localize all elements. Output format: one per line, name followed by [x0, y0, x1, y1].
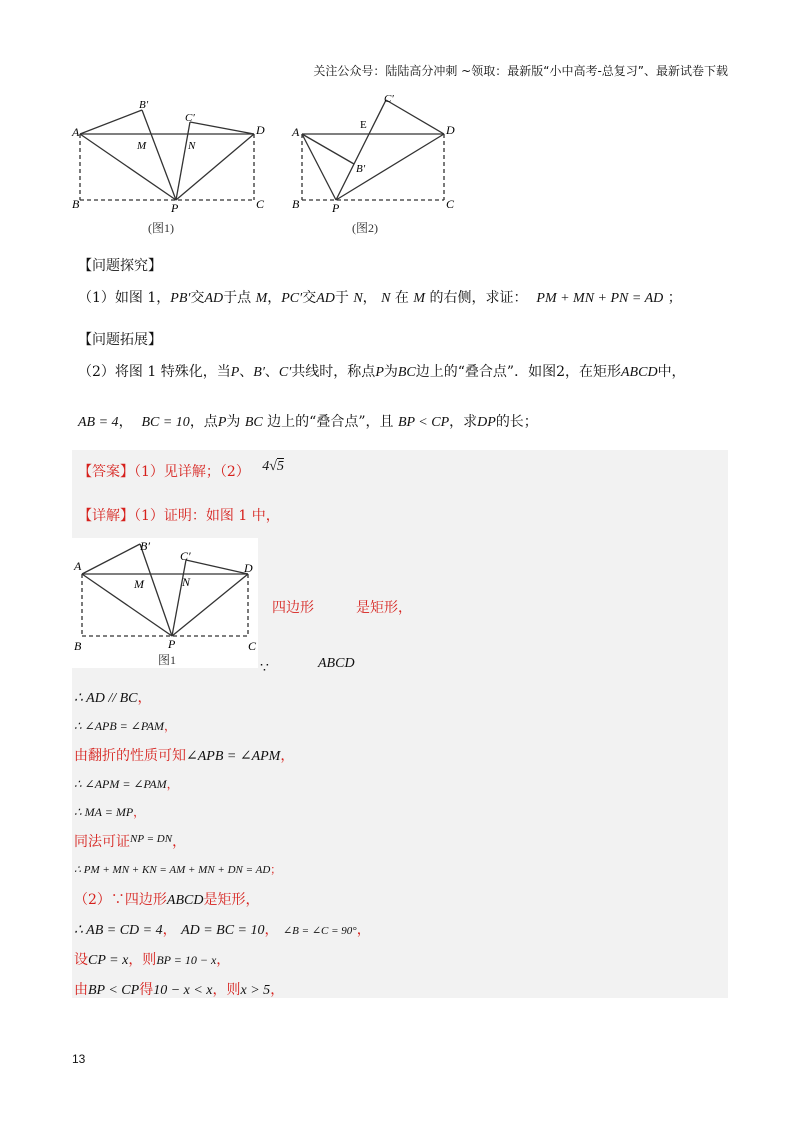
fig1-label-c: C — [256, 197, 265, 211]
q2-text: 共线时，称点 — [291, 364, 376, 380]
fig2-label-b-prime: B′ — [356, 163, 366, 175]
fig2-label-p: P — [332, 201, 340, 215]
step-suffix: ， — [163, 719, 176, 733]
q2-text: ， — [118, 414, 133, 430]
proof-step-7 — [74, 860, 281, 880]
part2-text: 得 — [139, 982, 154, 998]
q1-math: N — [353, 291, 363, 306]
q2-text: 为 — [383, 364, 398, 380]
answer-label: 【答案】 — [78, 464, 134, 480]
part2-math: 10 − x < x — [153, 983, 213, 998]
part2-text: ， — [264, 922, 279, 938]
part2-text: 设 — [74, 952, 88, 968]
part2-text: （2）∵四边形 — [74, 892, 167, 908]
q2-math: P — [217, 415, 227, 430]
q2-math: BP < CP — [397, 415, 450, 430]
q2-text: 为 — [226, 414, 241, 430]
q2-math: B′ — [253, 365, 265, 380]
fig1-label-a: A — [72, 125, 80, 139]
step-math: ∠APB = ∠APM — [186, 749, 281, 764]
proof-step-5 — [74, 802, 145, 822]
q2-text: 、 — [264, 364, 279, 380]
q1-text: 的右侧，求证： — [429, 290, 528, 306]
part2-text: ， — [356, 922, 371, 938]
step-math: ∴ PM + MN + KN = AM + MN + DN = AD — [74, 864, 271, 876]
step-suffix: ， — [166, 777, 179, 791]
q2-math: P — [230, 365, 240, 380]
inline-fig1-label-d: D — [244, 561, 253, 575]
part2-math: BP < CP — [88, 983, 140, 998]
q2-math: BC — [244, 415, 263, 430]
inline-fig1-label-b-prime: B′ — [140, 539, 150, 553]
step-suffix: ， — [280, 748, 295, 764]
figure-2 — [288, 92, 468, 242]
part2-math: BP = 10 − x — [156, 953, 217, 967]
q1-text: ， — [267, 290, 282, 306]
q1-math: PB′ — [170, 291, 191, 306]
q2-text: 中， — [657, 364, 686, 380]
q2-text: ，点 — [189, 414, 218, 430]
q2-math: DP — [477, 415, 496, 430]
q2-math: C′ — [278, 365, 292, 380]
inline-figure-1-container — [72, 538, 258, 668]
proof-step-1 — [74, 688, 152, 709]
part2-line-1 — [74, 890, 259, 911]
proof-step-3 — [74, 746, 294, 767]
abcd-inline: ABCD — [318, 656, 355, 671]
q1-text: 于点 — [223, 290, 252, 306]
part2-line-3 — [74, 950, 230, 971]
part2-math: ABCD — [166, 893, 204, 908]
quad-text-1: 四边形 — [272, 600, 314, 616]
section-explore-title: 【问题探究】 — [78, 258, 162, 274]
step-math: ∴ MA = MP — [74, 805, 134, 819]
q2-math: P — [375, 365, 384, 380]
fig1-caption: (图1) — [148, 221, 174, 235]
q1-text: 交 — [302, 290, 317, 306]
q1-math: M — [413, 291, 426, 306]
part2-line-2 — [74, 920, 371, 941]
question-2-line-1 — [78, 362, 686, 383]
fig1-label-n: N — [188, 140, 196, 152]
q1-math: AD — [204, 291, 224, 306]
fig2-label-a: A — [292, 125, 300, 139]
answer-text: （1）见详解；（2） — [134, 464, 250, 480]
q1-math: M — [255, 291, 268, 306]
q1-text: 交 — [190, 290, 205, 306]
fig1-label-m: M — [137, 140, 147, 152]
q1-math: PC′ — [281, 291, 303, 306]
q2-text: ，求 — [449, 414, 478, 430]
detail-label: 【详解】 — [78, 508, 134, 524]
inline-fig1-label-n: N — [182, 575, 191, 589]
part2-text: ，则 — [128, 952, 157, 968]
q1-text: ， — [362, 290, 377, 306]
part2-text: ， — [162, 922, 177, 938]
step-suffix: ， — [133, 805, 146, 819]
q2-text: 的长； — [495, 414, 538, 430]
part2-text: ，则 — [212, 982, 241, 998]
part2-text: ， — [216, 952, 231, 968]
inline-fig1-label-c-prime: C′ — [180, 549, 191, 563]
answer-value: 4√5 — [262, 459, 284, 474]
q2-math: BC — [397, 365, 416, 380]
part2-line-4 — [74, 980, 284, 1001]
proof-step-2 — [74, 716, 176, 736]
inline-figure-1 — [72, 538, 258, 668]
step-math: NP = DN — [130, 833, 173, 845]
part2-text: 由 — [74, 982, 88, 998]
q1-text: ； — [667, 290, 682, 306]
step-math: ∴ ∠APM = ∠PAM — [74, 777, 167, 791]
part2-math: AD = BC = 10 — [181, 923, 265, 938]
proof-step-4 — [74, 774, 179, 794]
proof-step-6 — [74, 832, 186, 853]
q2-math: AB = 4 — [78, 415, 119, 430]
fig1-label-c-prime: C′ — [185, 112, 195, 124]
answer-line — [78, 459, 284, 483]
step-math: ∴ ∠APB = ∠PAM — [74, 719, 164, 733]
part2-text: 是矩形， — [203, 892, 260, 908]
q2-text: （2）将图 1 特殊化，当 — [78, 364, 231, 380]
question-1 — [78, 288, 682, 309]
fig1-label-b-prime: B′ — [139, 99, 149, 111]
fig2-label-c: C — [446, 197, 455, 211]
step-suffix: ； — [270, 863, 282, 876]
part2-math: ∠B = ∠C = 90° — [282, 925, 357, 937]
inline-fig1-label-b: B — [74, 639, 82, 653]
q1-math: PM + MN + PN = AD — [536, 291, 664, 306]
q1-text: 在 — [394, 290, 409, 306]
fig1-label-b: B — [72, 197, 80, 211]
part2-math: x > 5 — [240, 983, 271, 998]
inline-fig1-label-m: M — [134, 577, 144, 591]
q2-text: 边上的“叠合点”．如图2，在矩形 — [415, 364, 621, 380]
detail-intro — [78, 506, 280, 526]
step-prefix: 由翻折的性质可知 — [74, 748, 186, 764]
q1-math: AD — [316, 291, 335, 306]
part2-text: ， — [270, 982, 285, 998]
answer-coef: 4 — [262, 459, 270, 474]
q1-text: 于 — [334, 290, 349, 306]
figure-1 — [70, 92, 270, 242]
step-math: ∴ AD // BC — [74, 691, 138, 706]
fig2-caption: (图2) — [352, 221, 378, 235]
page-number: 13 — [72, 1052, 86, 1066]
q2-text: 边上的“叠合点”，且 — [267, 414, 394, 430]
fig2-label-d: D — [446, 123, 455, 137]
step-suffix: ， — [137, 690, 152, 706]
section-expand-title: 【问题拓展】 — [78, 332, 162, 348]
fig2-label-b: B — [292, 197, 300, 211]
q1-math: N — [381, 291, 391, 306]
quad-text-2: 是矩形， — [356, 600, 412, 616]
part2-math: ∴ AB = CD = 4 — [74, 923, 163, 938]
q2-text: 、 — [239, 364, 254, 380]
fig1-label-p: P — [171, 201, 179, 215]
question-2-line-2 — [78, 412, 538, 433]
step-prefix: 同法可证 — [74, 834, 130, 850]
detail-text: （1）证明：如图 1 中， — [134, 508, 280, 524]
step-suffix: ， — [172, 834, 187, 850]
page-header: 关注公众号：陆陆高分冲刺 ~领取：最新版“小中高考-总复习”、最新试卷下载 — [313, 64, 728, 78]
inline-fig1-label-c: C — [248, 639, 257, 653]
inline-fig1-caption: 图1 — [158, 653, 177, 667]
fig2-label-e: E — [360, 119, 367, 131]
q2-math: ABCD — [621, 365, 658, 380]
part2-math: CP = x — [88, 953, 129, 968]
because-symbol: ∵ — [260, 660, 269, 676]
answer-radicand: 5 — [276, 459, 284, 474]
fig1-label-d: D — [256, 123, 265, 137]
inline-fig1-label-a: A — [74, 559, 82, 573]
inline-fig1-label-p: P — [168, 637, 176, 651]
q1-text: （1）如图 1， — [78, 290, 171, 306]
fig2-label-c-prime: C′ — [384, 93, 394, 105]
q2-math: BC = 10 — [141, 415, 190, 430]
